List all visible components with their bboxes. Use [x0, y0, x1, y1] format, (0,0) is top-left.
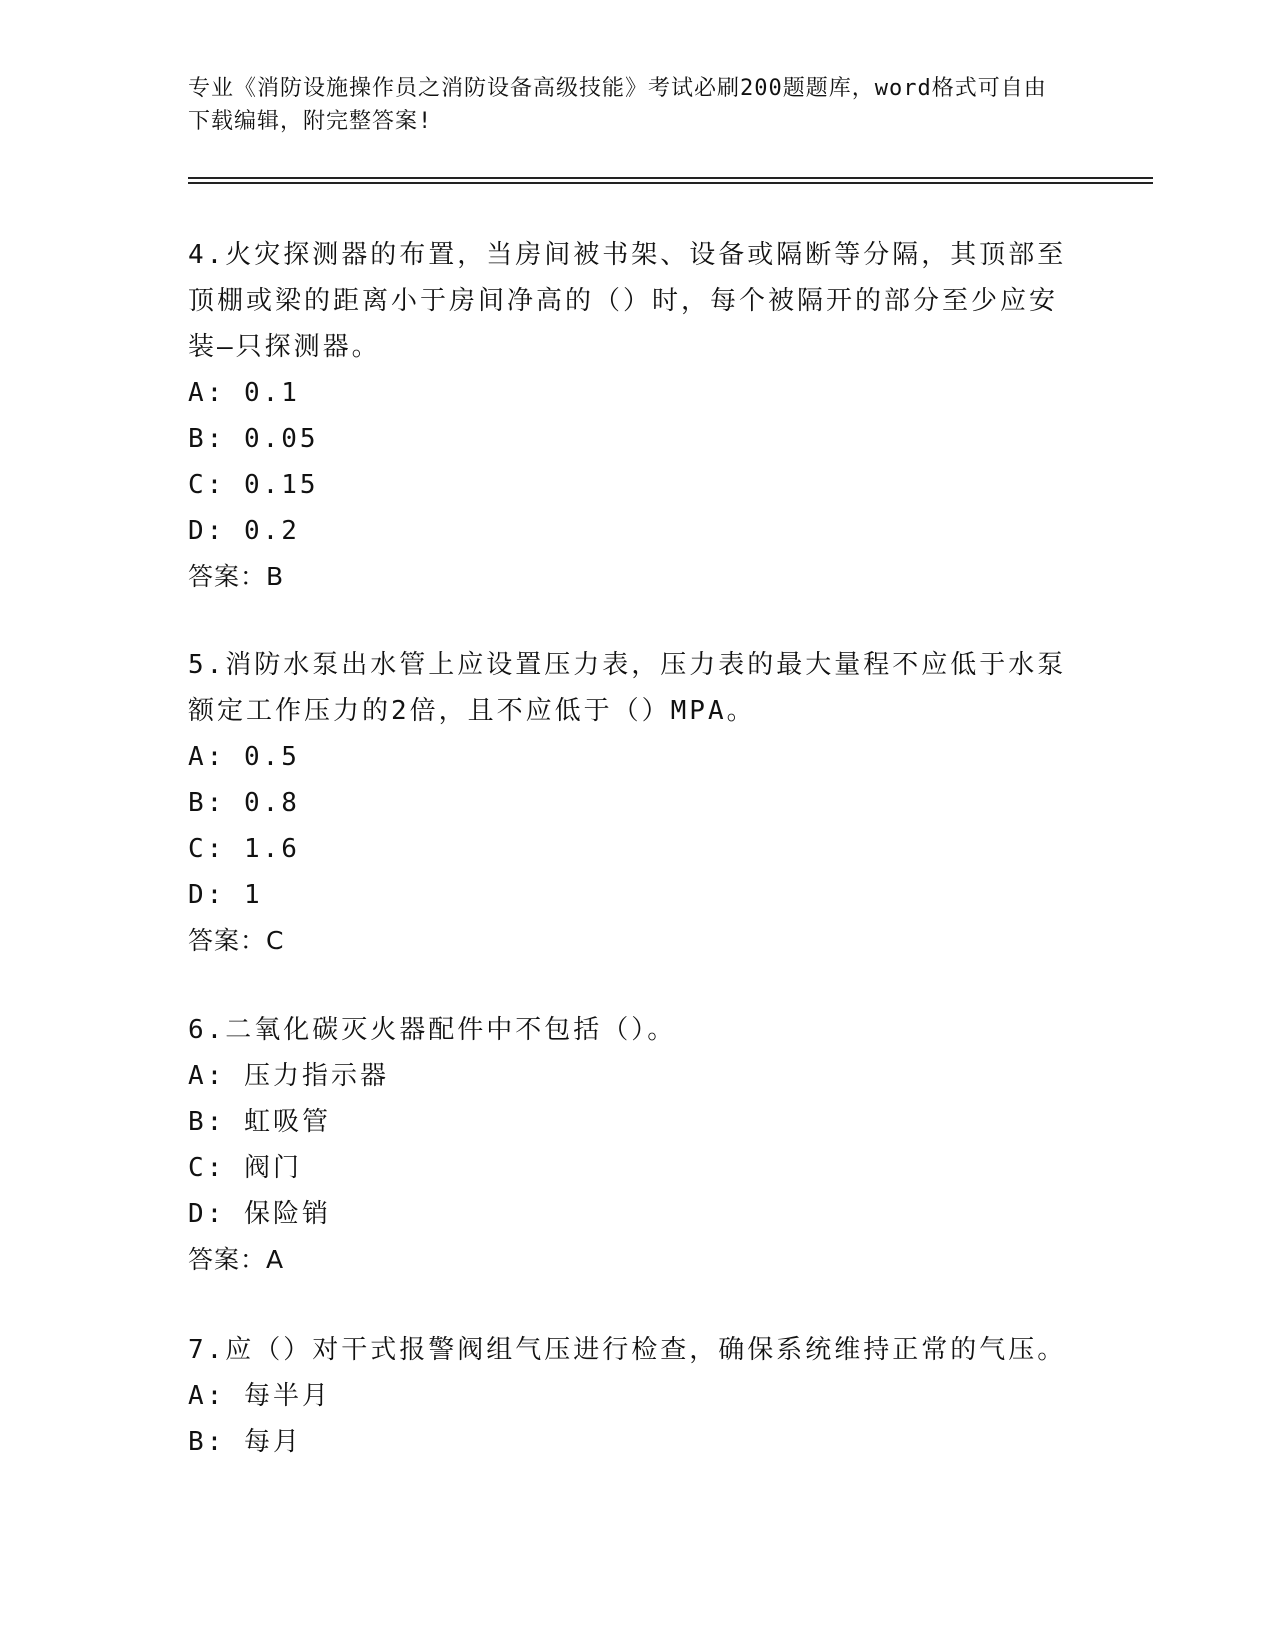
question-stem: 5.消防水泵出水管上应设置压力表，压力表的最大量程不应低于水泵额定工作压力的2倍，且不应低于（）MPA。 — [188, 650, 1067, 726]
option-b: B: 虹吸管 — [188, 1107, 331, 1137]
question-stem: 6.二氧化碳灭火器配件中不包括（）。 — [188, 1015, 677, 1045]
option-b: B: 0.8 — [188, 788, 300, 818]
option-a: A: 0.1 — [188, 378, 300, 408]
answer: 答案：B — [188, 562, 285, 591]
question-stem: 4.火灾探测器的布置，当房间被书架、设备或隔断等分隔，其顶部至顶棚或梁的距离小于房间净高的（）时，每个被隔开的部分至少应安装—只探测器。 — [188, 240, 1067, 362]
option-d: D: 1 — [188, 880, 263, 910]
option-a: A: 0.5 — [188, 742, 300, 772]
option-b: B: 0.05 — [188, 424, 319, 454]
answer: 答案：C — [188, 926, 285, 955]
question-stem: 7.应（）对干式报警阀组气压进行检查，确保系统维持正常的气压。 — [188, 1335, 1067, 1365]
option-c: C: 阀门 — [188, 1153, 302, 1183]
option-d: D: 0.2 — [188, 516, 300, 546]
option-c: C: 0.15 — [188, 470, 319, 500]
option-b: B: 每月 — [188, 1427, 302, 1457]
header-divider-bottom — [188, 182, 1153, 184]
option-c: C: 1.6 — [188, 834, 300, 864]
option-a: A: 每半月 — [188, 1381, 331, 1411]
question-7 — [188, 1327, 1068, 1465]
option-d: D: 保险销 — [188, 1199, 331, 1229]
option-a: A: 压力指示器 — [188, 1061, 389, 1091]
question-5 — [188, 642, 1068, 964]
header-divider-top — [188, 177, 1153, 179]
question-4 — [188, 232, 1068, 600]
document-header: 专业《消防设施操作员之消防设备高级技能》考试必刷200题题库，word格式可自由下载编辑，附完整答案! — [188, 76, 1047, 134]
answer: 答案：A — [188, 1245, 285, 1274]
question-6 — [188, 1007, 1068, 1283]
